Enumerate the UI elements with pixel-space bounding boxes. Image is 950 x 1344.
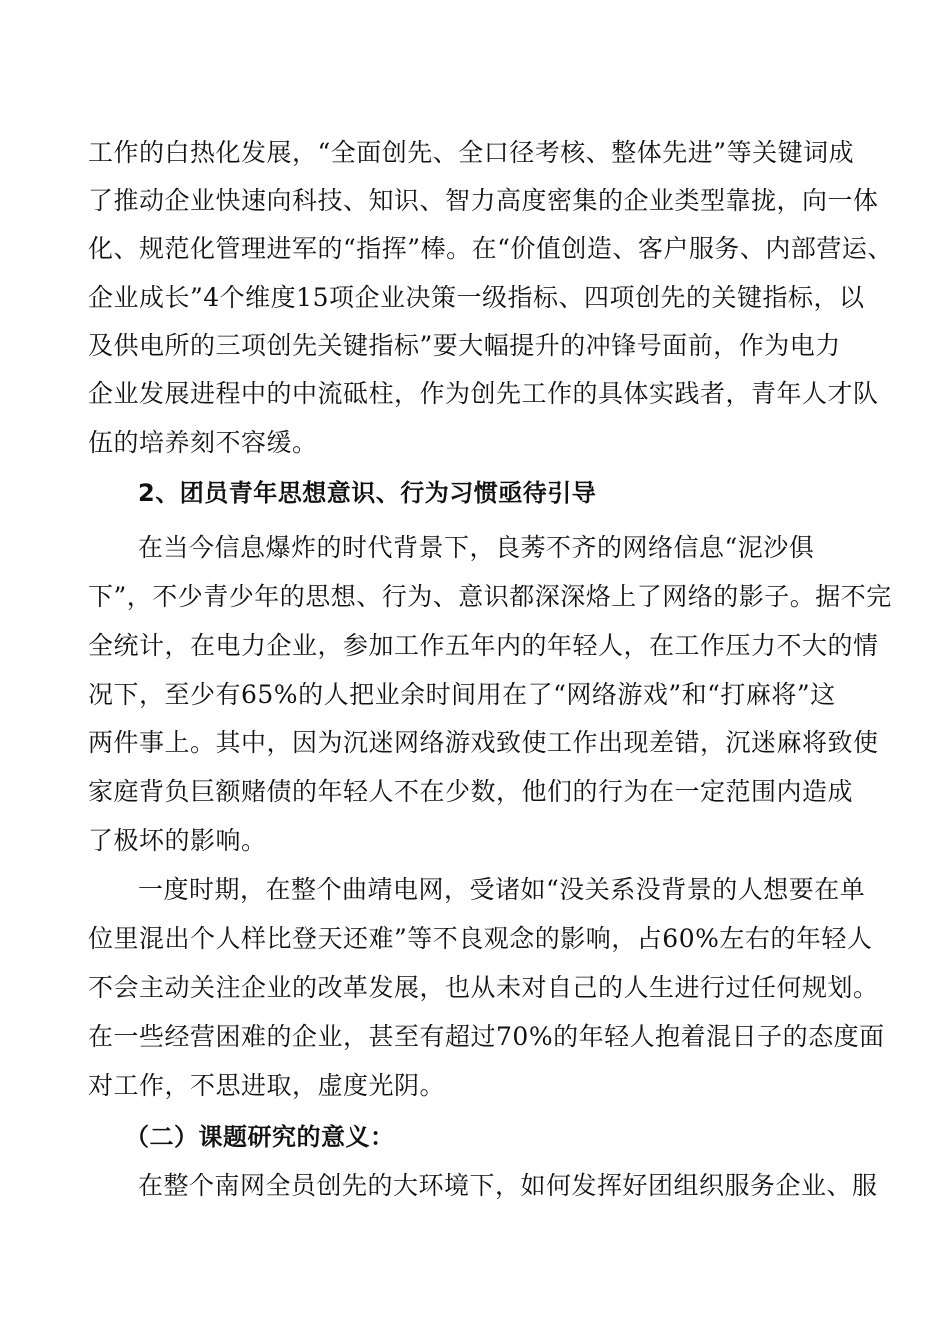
paragraph-1-line-7: 伍的培养刻不容缓。 <box>88 428 318 457</box>
paragraph-2-line-7: 了极坏的影响。 <box>88 826 267 855</box>
paragraph-1-line-6: 企业发展进程中的中流砥柱，作为创先工作的具体实践者，青年人才队 <box>88 379 879 408</box>
paragraph-2-line-5: 两件事上。其中，因为沉迷网络游戏致使工作出现差错，沉迷麻将致使 <box>88 728 879 757</box>
section-heading-2: 2、团员青年思想意识、行为习惯亟待引导 <box>138 479 597 507</box>
section-heading-significance: （二）课题研究的意义： <box>125 1123 395 1151</box>
paragraph-3-line-2: 位里混出个人样比登天还难”等不良观念的影响，占60%左右的年轻人 <box>88 924 873 953</box>
paragraph-1-line-2: 了推动企业快速向科技、知识、智力高度密集的企业类型靠拢，向一体 <box>88 186 879 215</box>
paragraph-3-line-1: 一度时期，在整个曲靖电网，受诸如“没关系没背景的人想要在单 <box>138 875 866 904</box>
paragraph-2-line-2: 下”，不少青少年的思想、行为、意识都深深烙上了网络的影子。据不完 <box>88 582 892 611</box>
paragraph-3-line-4: 在一些经营困难的企业，甚至有超过70%的年轻人抱着混日子的态度面 <box>88 1022 885 1051</box>
paragraph-2-line-1: 在当今信息爆炸的时代背景下，良莠不齐的网络信息“泥沙俱 <box>138 533 815 562</box>
paragraph-1-line-4: 企业成长”4个维度15项企业决策一级指标、四项创先的关键指标，以 <box>88 283 865 312</box>
paragraph-3-line-5: 对工作，不思进取，虚度光阴。 <box>88 1071 446 1100</box>
paragraph-3-line-3: 不会主动关注企业的改革发展，也从未对自己的人生进行过任何规划。 <box>88 973 879 1002</box>
paragraph-1-line-1: 工作的白热化发展，“全面创先、全口径考核、整体先进”等关键词成 <box>88 138 855 167</box>
paragraph-4-line-1: 在整个南网全员创先的大环境下，如何发挥好团组织服务企业、服 <box>138 1171 878 1200</box>
paragraph-2-line-4: 况下，至少有65%的人把业余时间用在了“网络游戏”和“打麻将”这 <box>88 680 836 709</box>
paragraph-2-line-6: 家庭背负巨额赌债的年轻人不在少数，他们的行为在一定范围内造成 <box>88 777 854 806</box>
paragraph-1-line-3: 化、规范化管理进军的“指挥”棒。在“价值创造、客户服务、内部营运、 <box>88 234 893 263</box>
paragraph-1-line-5: 及供电所的三项创先关键指标”要大幅提升的冲锋号面前，作为电力 <box>88 331 841 360</box>
paragraph-2-line-3: 全统计，在电力企业，参加工作五年内的年轻人，在工作压力不大的情 <box>88 631 879 660</box>
